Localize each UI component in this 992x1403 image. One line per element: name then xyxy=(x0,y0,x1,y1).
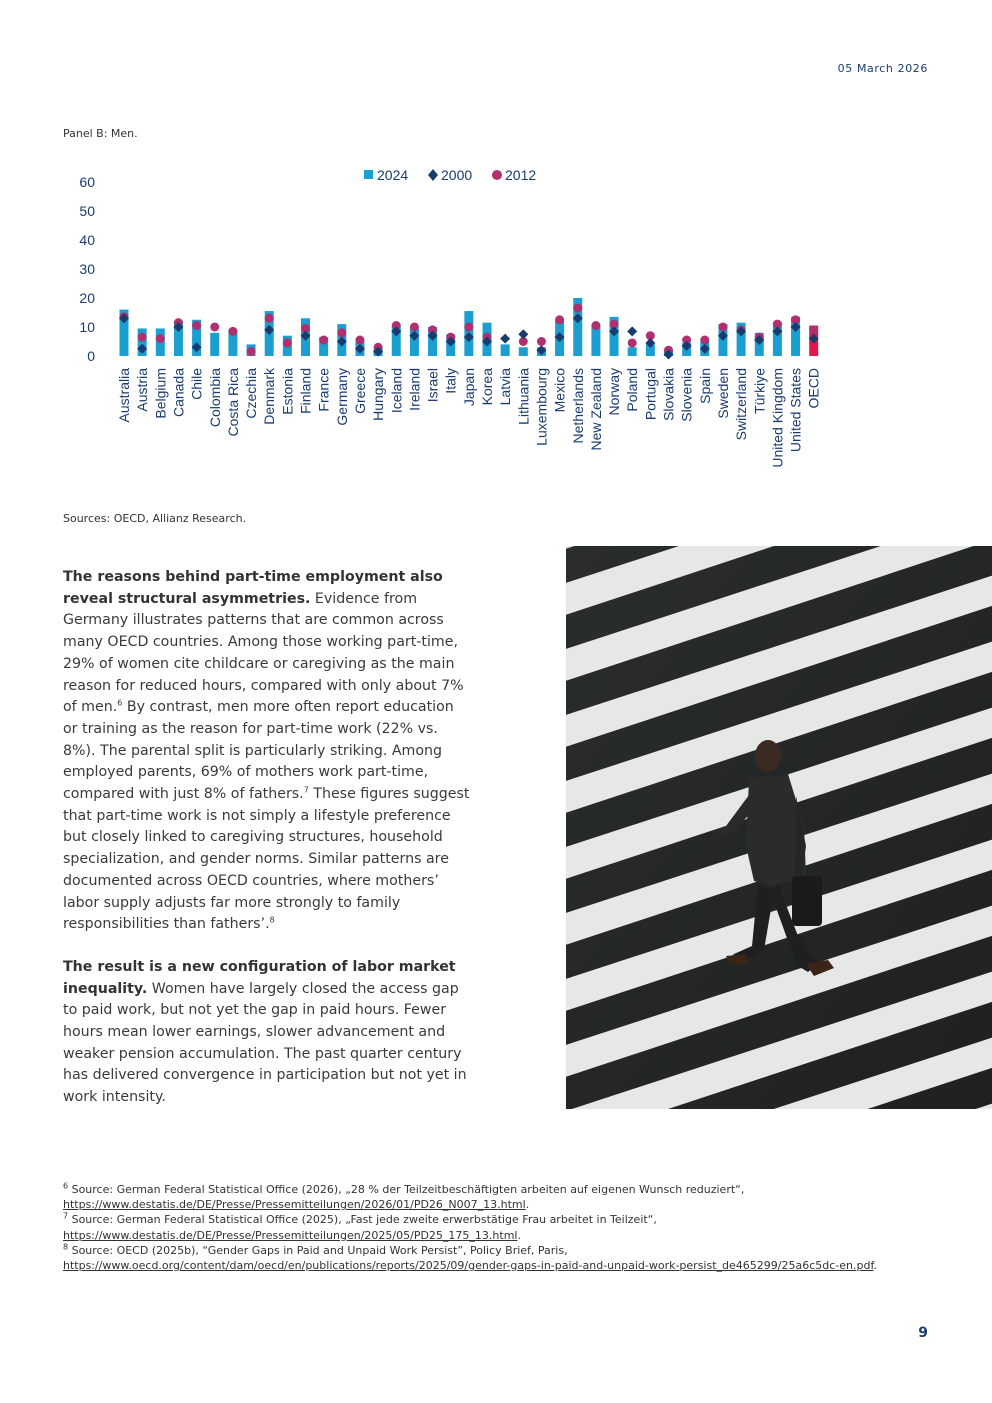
panel-label: Panel B: Men. xyxy=(63,127,138,140)
x-tick-label-Australia: Australia xyxy=(116,368,132,423)
x-tick-label-Poland: Poland xyxy=(624,368,641,412)
x-tick-label-Latvia: Latvia xyxy=(497,368,514,406)
y-tick-label-30: 30 xyxy=(79,261,95,277)
paragraph-2 xyxy=(63,957,471,1109)
y-tick-label-50: 50 xyxy=(79,203,95,219)
paragraph-1-text-b: By contrast, men more often report education or training as the reason for part-time work (22% vs. 8%). The parental split is particularly striking. Among employed parents, 69% of mothers work part-time, compared with just 8% of fathers. xyxy=(63,699,454,803)
paragraph-1 xyxy=(63,567,471,936)
bar-Poland xyxy=(628,347,637,356)
marker-2012-Luxembourg xyxy=(537,337,546,346)
x-tick-label-Mexico: Mexico xyxy=(551,368,568,413)
x-tick-label-Norway: Norway xyxy=(606,368,623,416)
y-tick-label-20: 20 xyxy=(79,290,95,306)
footnote-6-link[interactable]: https://www.destatis.de/DE/Presse/Pressemitteilungen/2026/01/PD26_N007_13.html xyxy=(63,1198,526,1212)
paragraph-1-text-a: Evidence from Germany illustrates patterns that are common across many OECD countries. Among those working part-time, 29% of women cite childcare or caregiving as the main reason for reduced hours, compared with only about 7% of men. xyxy=(63,590,464,716)
x-tick-label-Ireland: Ireland xyxy=(406,368,423,411)
bar-Colombia xyxy=(210,333,219,356)
marker-2012-Japan xyxy=(464,323,473,332)
x-tick-label-Lithuania: Lithuania xyxy=(515,368,532,425)
x-tick-label-OECD: OECD xyxy=(805,368,822,409)
paragraph-1-lead: The reasons behind part-time employment also reveal structural asymmetries. xyxy=(63,569,443,607)
marker-2000-Lithuania xyxy=(518,329,528,339)
marker-2012-Costa Rica xyxy=(228,327,237,336)
marker-2012-Ireland xyxy=(410,323,419,332)
x-tick-label-United States: United States xyxy=(787,368,804,453)
page-number: 9 xyxy=(918,1325,928,1341)
footnote-8-number: 8 xyxy=(63,1242,69,1252)
marker-2000-Poland xyxy=(627,326,637,336)
footnote-7-link[interactable]: https://www.destatis.de/DE/Presse/Pressemitteilungen/2025/05/PD25_175_13.html xyxy=(63,1228,518,1242)
x-tick-label-Greece: Greece xyxy=(351,368,368,414)
x-tick-label-Korea: Korea xyxy=(479,368,495,406)
marker-2012-Estonia xyxy=(283,338,292,347)
x-tick-label-Slovakia: Slovakia xyxy=(660,368,677,421)
x-tick-label-Switzerland: Switzerland xyxy=(733,368,750,441)
article-body xyxy=(63,567,471,1130)
x-tick-label-Israel: Israel xyxy=(424,368,441,403)
footnote-ref-8[interactable]: 8 xyxy=(269,915,275,925)
marker-2012-Greece xyxy=(355,336,364,345)
marker-2012-France xyxy=(319,336,328,345)
footnote-8-end: . xyxy=(873,1259,878,1273)
footnote-7-text: Source: German Federal Statistical Office (2025), „Fast jede zweite erwerbstätige Frau arbeitet in Teilzeit“, xyxy=(68,1213,657,1227)
x-tick-label-Italy: Italy xyxy=(442,368,459,394)
marker-2012-Germany xyxy=(337,328,346,337)
x-tick-label-Austria: Austria xyxy=(134,368,151,412)
legend-label-2000: 2000 xyxy=(441,167,473,183)
footnote-6-text: Source: German Federal Statistical Office (2026), „28 % der Teilzeitbeschäftigten arbeiten auf eigenen Wunsch reduziert“, xyxy=(68,1183,745,1196)
x-tick-label-New Zealand: New Zealand xyxy=(587,368,604,451)
footnote-6-end: . xyxy=(525,1198,530,1212)
x-tick-label-United Kingdom: United Kingdom xyxy=(769,368,786,468)
footnote-6 xyxy=(63,1182,933,1212)
crosswalk-stripe xyxy=(526,1284,992,1403)
chart-sources: Sources: OECD, Allianz Research. xyxy=(63,512,247,525)
legend-marker-2024 xyxy=(364,170,373,179)
bar-Lithuania xyxy=(519,347,528,356)
x-tick-label-Portugal: Portugal xyxy=(642,368,659,421)
x-tick-label-Canada: Canada xyxy=(170,368,187,418)
footnotes xyxy=(63,1182,933,1273)
legend-label-2012: 2012 xyxy=(505,167,537,183)
y-tick-label-10: 10 xyxy=(79,319,95,335)
y-tick-label-0: 0 xyxy=(87,348,95,364)
y-tick-label-60: 60 xyxy=(79,174,95,190)
legend-label-2024: 2024 xyxy=(377,167,409,183)
legend-marker-2000 xyxy=(428,169,438,181)
x-tick-label-Iceland: Iceland xyxy=(388,368,405,414)
x-tick-label-Hungary: Hungary xyxy=(370,368,387,421)
bar-Latvia xyxy=(501,344,510,356)
x-tick-label-Colombia: Colombia xyxy=(206,368,223,428)
x-tick-label-Germany: Germany xyxy=(333,368,350,426)
marker-2012-Sweden xyxy=(718,323,727,332)
x-tick-label-Netherlands: Netherlands xyxy=(569,368,586,444)
x-tick-label-Türkiye: Türkiye xyxy=(751,368,768,414)
crosswalk-stripe xyxy=(526,1350,992,1403)
marker-2012-Poland xyxy=(628,338,637,347)
marker-2012-Colombia xyxy=(210,323,219,332)
crosswalk-photo xyxy=(566,546,992,1109)
x-tick-label-Japan: Japan xyxy=(460,368,477,407)
x-tick-label-Denmark: Denmark xyxy=(261,368,278,425)
men-part-time-chart xyxy=(60,160,820,500)
x-tick-label-Luxembourg: Luxembourg xyxy=(533,368,550,446)
footnote-8-link[interactable]: https://www.oecd.org/content/dam/oecd/en/publications/reports/2025/09/gender-gaps-in-paid-and-unpaid-work-persist_de465299/25a6c5dc-en.pdf xyxy=(63,1259,874,1273)
marker-2012-Denmark xyxy=(265,314,274,323)
x-tick-label-France: France xyxy=(315,368,332,412)
paragraph-2-lead: The result is a new configuration of labor market inequality. xyxy=(63,958,456,997)
paragraph-2-text: Women have largely closed the access gap to paid work, but not yet the gap in paid hours. Fewer hours mean lower earnings, slower advancement and weaker pension accumulation. The past quarter century has delivered convergence in participation but not yet in work intensity. xyxy=(63,980,467,1106)
footnote-7-number: 7 xyxy=(63,1211,69,1221)
marker-2012-New Zealand xyxy=(591,321,600,330)
paragraph-1-text-c: These figures suggest that part-time work is not simply a lifestyle preference but closely linked to caregiving structures, household specialization, and gender norms. Similar patterns are documented across OECD countries, where mothers’ labor supply adjusts far more strongly to family responsibilities than fathers’. xyxy=(63,786,470,933)
marker-2012-Netherlands xyxy=(573,304,582,313)
x-tick-label-Chile: Chile xyxy=(188,368,205,400)
x-tick-label-Costa Rica: Costa Rica xyxy=(224,368,241,437)
marker-2012-Chile xyxy=(192,321,201,330)
footnote-ref-6[interactable]: 6 xyxy=(117,698,123,708)
footnote-ref-7[interactable]: 7 xyxy=(303,785,309,795)
footnote-8-text: Source: OECD (2025b), “Gender Gaps in Paid and Unpaid Work Persist”, Policy Brief, Paris, xyxy=(68,1243,568,1257)
x-tick-label-Spain: Spain xyxy=(696,368,713,404)
marker-2012-OECD xyxy=(809,325,818,334)
footnote-7-end: . xyxy=(517,1228,521,1242)
x-tick-label-Estonia: Estonia xyxy=(279,368,296,415)
marker-2012-Belgium xyxy=(156,334,165,343)
marker-2012-Austria xyxy=(138,333,147,342)
y-tick-label-40: 40 xyxy=(79,232,95,248)
bar-New Zealand xyxy=(591,326,600,356)
footnote-7 xyxy=(63,1212,933,1242)
x-tick-label-Finland: Finland xyxy=(297,368,314,414)
x-tick-label-Slovenia: Slovenia xyxy=(678,368,695,422)
report-date: 05 March 2026 xyxy=(837,62,928,75)
footnote-8 xyxy=(63,1243,933,1273)
marker-2012-Spain xyxy=(700,336,709,345)
legend-marker-2012 xyxy=(492,170,502,180)
x-tick-label-Czechia: Czechia xyxy=(243,368,260,419)
x-tick-label-Belgium: Belgium xyxy=(152,368,169,419)
marker-2000-Latvia xyxy=(500,334,510,344)
footnote-6-number: 6 xyxy=(63,1181,69,1191)
x-tick-label-Sweden: Sweden xyxy=(714,368,731,419)
marker-2012-Mexico xyxy=(555,315,564,324)
marker-2012-Czechia xyxy=(247,347,256,356)
